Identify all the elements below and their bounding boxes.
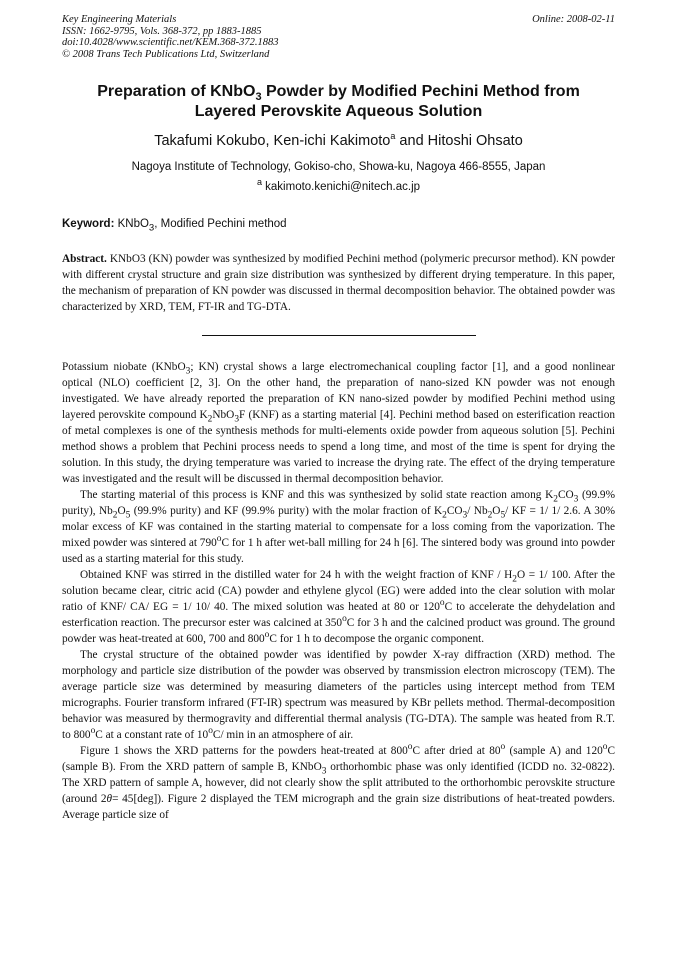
body-text xyxy=(62,359,615,823)
copyright-line: © 2008 Trans Tech Publications Ltd, Switzerland xyxy=(62,48,270,60)
abstract xyxy=(62,251,615,315)
affiliation: Nagoya Institute of Technology, Gokiso-cho, Showa-ku, Nagoya 466-8555, Japan xyxy=(131,161,546,173)
paragraph-2: The starting material of this process is KNF and this was synthesized by solid state reaction among $K_2CO_3$ (99.9% purity), $Nb_2O_5$ (99.9% purity) and KF (99.9% purity) with the molar fraction of $K_2CO_3/$ $Nb_2O_5/$ KF = 1/ 1/ 2.6. A 30% molar excess of KF was contained in the starting material to compensate for a loss coming from the vaporization. The mixed powder was sintered at 790$^o$C for 1 h after wet-ball milling for 24 h [6]. The sintered body was ground into powder used as a starting material for this study. xyxy=(62,489,616,565)
keywords: Keyword: KNbO$_3$, Modified Pechini method xyxy=(62,218,287,234)
abstract-label: Abstract. xyxy=(62,253,107,265)
author-list: Takafumi Kokubo, Ken-ichi Kakimoto$^a$ and Hitoshi Ohsato xyxy=(154,131,523,149)
paragraph-4: The crystal structure of the obtained powder was identified by powder X-ray diffraction (XRD) method. The morphology and particle size distribution of the powder was observed by transmission electron microscopy (TEM). The average particle size was determined by measuring diameters of the particles using intercept method from TEM micrographs. Fourier transform infrared (FT-IR) spectrum was measured by KBr pellets method. Thermal-decomposition behavior was measured by thermogravity and differential thermal analysis (TG-DTA). The sample was heated from R.T. to 800$^o$C at a constant rate of 10$^o$C/ min in an atmosphere of air. xyxy=(62,649,615,741)
online-date: Online: 2008-02-11 xyxy=(532,14,615,25)
paragraph-1: Potassium niobate (KNbO$_3$; KN) crystal shows a large electromechanical coupling factor [1], and a good nonlinear optical (NLO) coefficient [2, 3]. On the other hand, the preparation of nano-sized KN powder was not enough investigated. We have already reported the preparation of KN nano-sized powder by modified Pechini method using layered perovskite compound $K_2NbO_3F$ (KNF) as a starting material [4]. Pechini method based on esterification reaction of metal complexes is one of the synthesis methods for multi-elements oxide powder from aqueous solution [5]. Pechini method shows a problem that Pechini process needs to spend a long time, and most of the time is spent for drying the solution. In this study, the drying temperature was varied to increase the drying rate. The effect of the drying temperature was investigated and the result will be discussed in thermal decomposition behavior. xyxy=(62,361,615,485)
paper-title: Preparation of KNbO$_3$ Powder by Modified Pechini Method from Layered Perovskite Aqueous Solution xyxy=(97,83,580,120)
author-email: $^a$ kakimoto.kenichi@nitech.ac.jp xyxy=(256,177,421,193)
doi-line: doi:10.4028/www.scientific.net/KEM.368-372.1883 xyxy=(62,37,279,48)
journal-name: Key Engineering Materials xyxy=(62,14,177,25)
paragraph-5: Figure 1 shows the XRD patterns for the powders heat-treated at 800$^o$C after dried at 80$^o$ (sample A) and 120$^o$C (sample B). From the XRD pattern of sample B, KNbO$_3$ orthorhombic phase was only identified (ICDD no. 32-0822). The XRD pattern of sample A, however, did not clearly show the split attributed to the orthorhombic perovskite structure (around 2θ= 45[deg]). Figure 2 displayed the TEM micrograph and the grain size distributions of heat-treated powders. Average particle size of xyxy=(62,742,616,821)
abstract-text: KNbO3 (KN) powder was synthesized by modified Pechini method (polymeric precursor method). KN powder with different crystal structure and grain size distribution was synthesized by different drying temperature. In this paper, the mechanism of preparation of KN powder was discussed in thermal decomposition behavior. The obtained powder was characterized by XRD, TEM, FT-IR and TG-DTA. xyxy=(62,253,615,313)
paragraph-3: Obtained KNF was stirred in the distilled water for 24 h with the weight fraction of KNF / $H_2O = 1/$ 100. After the solution became clear, citric acid (CA) powder and ethylene glycol (EG) were added into the clear solution with molar ratio of KNF/ CA/ EG = 1/ 10/ 40. The mixed solution was heated at 80 or 120$^o$C to accelerate the dehydelation and esterfication reaction. The precursor ester was calcined at 350$^o$C for 3 h and the calcined product was ground. The ground powder was heat-treated at 600, 700 and 800$^o$C for 1 h to decompose the organic component. xyxy=(62,569,615,645)
section-divider xyxy=(202,335,476,336)
issn-line: ISSN: 1662-9795, Vols. 368-372, pp 1883-1885 xyxy=(62,25,262,37)
